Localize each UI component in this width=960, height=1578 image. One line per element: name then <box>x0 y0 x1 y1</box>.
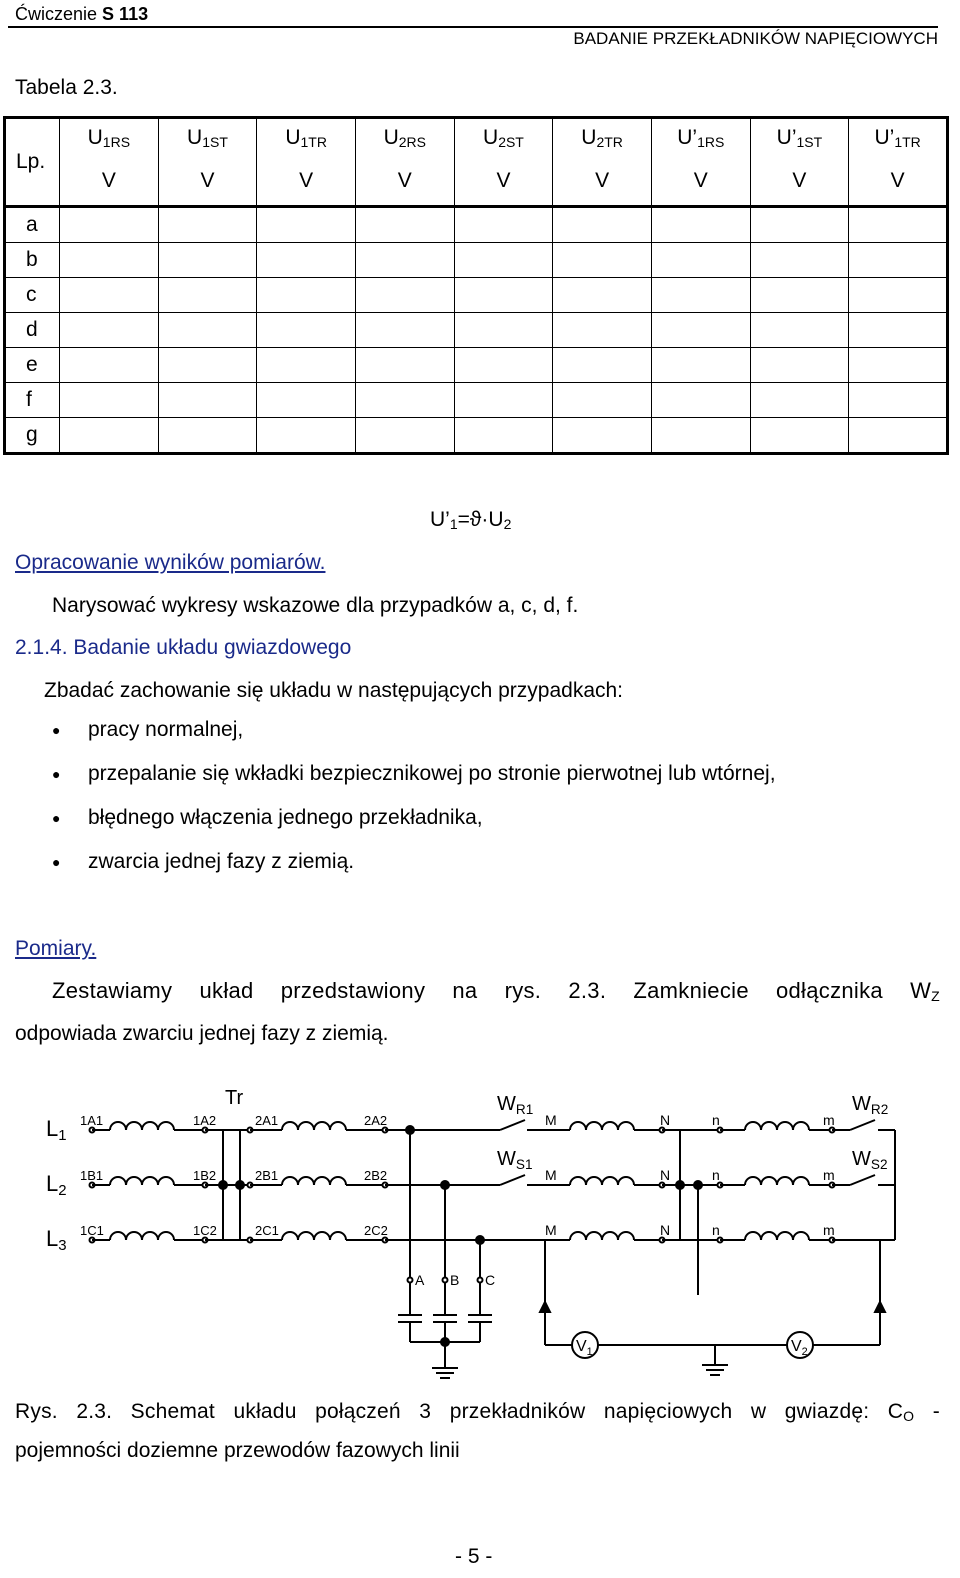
figure-caption-line1 <box>15 1400 940 1424</box>
column-unit: V <box>750 156 849 207</box>
line-label: L3 <box>46 1226 67 1254</box>
table-cell <box>257 383 356 418</box>
column-unit: V <box>651 156 750 207</box>
table-cell <box>849 207 948 243</box>
bullet-text: przepalanie się wkładki bezpiecznikowej po stronie pierwotnej lub wtórnej, <box>88 762 776 785</box>
table-cell <box>60 243 159 278</box>
column-header: $U’_{1ST}$ <box>750 118 849 157</box>
table-cell <box>849 243 948 278</box>
wire <box>500 1175 525 1185</box>
coil-label: M <box>545 1167 557 1183</box>
caption-end: - <box>932 1400 940 1423</box>
exercise-prefix: Ćwiczenie <box>15 4 98 24</box>
table-row <box>5 243 948 278</box>
row-label: g <box>5 418 60 454</box>
table-cell <box>158 207 257 243</box>
table-cell <box>257 418 356 454</box>
line-label: L1 <box>46 1116 67 1144</box>
line1-text: Zestawiamy układ przedstawiony na rys. 2.3. Zamkniecie odłącznika W <box>52 978 932 1003</box>
table-cell <box>355 348 454 383</box>
junction-dot <box>236 1181 244 1189</box>
table-row <box>5 278 948 313</box>
coil-label: m <box>823 1222 835 1238</box>
table-cell <box>60 278 159 313</box>
row-label: e <box>5 348 60 383</box>
table-cell <box>454 418 553 454</box>
table-cell <box>355 278 454 313</box>
section-number: 2.1.4. <box>15 636 68 659</box>
table-cell <box>60 313 159 348</box>
table-row <box>5 313 948 348</box>
column-header: $U_{2RS}$ <box>355 118 454 157</box>
winding-coil <box>282 1177 346 1185</box>
table-cell <box>355 207 454 243</box>
table-cell <box>849 278 948 313</box>
table-cell <box>849 418 948 454</box>
formula-eq: =ϑ·U <box>457 508 504 531</box>
table-cell <box>651 383 750 418</box>
winding-coil <box>282 1122 346 1130</box>
coil-label: M <box>545 1222 557 1238</box>
table-cell <box>651 348 750 383</box>
table-cell <box>750 278 849 313</box>
table-cell <box>750 207 849 243</box>
column-header: $U’_{1TR}$ <box>849 118 948 157</box>
column-header: $U_{2ST}$ <box>454 118 553 157</box>
column-header: $U’_{1RS}$ <box>651 118 750 157</box>
table-cell <box>750 383 849 418</box>
voltmeter-label: $V_2$ <box>791 1338 808 1358</box>
page-number: - 5 - <box>455 1545 493 1568</box>
wire <box>850 1175 875 1185</box>
line-label: L2 <box>46 1171 67 1199</box>
terminal <box>443 1278 448 1283</box>
transformer-label: Tr <box>225 1087 244 1109</box>
terminal-label: 1B2 <box>193 1168 217 1183</box>
table-cell <box>454 278 553 313</box>
bullet-text: pracy normalnej, <box>88 718 244 741</box>
table-cell <box>454 313 553 348</box>
table-cell <box>849 313 948 348</box>
winding-coil <box>745 1177 809 1185</box>
coil-label: N <box>660 1167 671 1183</box>
column-header: $U_{1ST}$ <box>158 118 257 157</box>
switch-label: $W_{R1}$ <box>497 1093 534 1117</box>
table-cell <box>355 243 454 278</box>
terminal-label: 2C2 <box>364 1223 388 1238</box>
lp-header: Lp. <box>5 118 60 207</box>
table-cell <box>750 418 849 454</box>
table-cell <box>651 278 750 313</box>
line1-sub: Z <box>931 988 940 1004</box>
arrow-icon <box>540 1302 550 1312</box>
table-cell <box>651 243 750 278</box>
column-unit: V <box>553 156 652 207</box>
table-row <box>5 418 948 454</box>
formula-lhs: U’ <box>430 508 450 531</box>
winding-coil <box>282 1232 346 1240</box>
coil-label: m <box>823 1167 835 1183</box>
ratio-formula <box>430 508 511 532</box>
terminal-label: 1C1 <box>80 1223 104 1238</box>
terminal-label: 2B2 <box>364 1168 388 1183</box>
table-cell <box>355 313 454 348</box>
terminal-label: 1B1 <box>80 1168 104 1183</box>
column-header: $U_{1RS}$ <box>60 118 159 157</box>
table-cell <box>60 418 159 454</box>
table-cell <box>257 348 356 383</box>
table-row <box>5 348 948 383</box>
header-rule <box>8 26 938 28</box>
terminal-label: 1A2 <box>193 1113 217 1128</box>
table-cell <box>454 383 553 418</box>
table-cell <box>651 207 750 243</box>
table-cell <box>158 243 257 278</box>
capacitor-label: B <box>450 1272 460 1288</box>
row-label: c <box>5 278 60 313</box>
terminal <box>408 1278 413 1283</box>
bullet-text: błędnego włączenia jednego przekładnika, <box>88 806 483 829</box>
table-cell <box>158 418 257 454</box>
results-heading: Opracowanie wyników pomiarów. <box>15 551 326 574</box>
formula-rhs-sub: 2 <box>503 516 512 532</box>
winding-coil <box>745 1232 809 1240</box>
coil-label: N <box>660 1222 671 1238</box>
results-text: Narysować wykresy wskazowe dla przypadków a, c, d, f. <box>52 594 579 617</box>
winding-coil <box>745 1122 809 1130</box>
winding-coil <box>110 1232 174 1240</box>
caption-text: Rys. 2.3. Schemat układu połączeń 3 przekładników napięciowych w gwiazdę: C <box>15 1400 904 1423</box>
junction-dot <box>694 1181 702 1189</box>
table-row <box>5 207 948 243</box>
winding-coil <box>110 1177 174 1185</box>
coil-label: m <box>823 1112 835 1128</box>
table-cell <box>553 243 652 278</box>
caption-sub: O <box>903 1408 915 1424</box>
table-cell <box>750 243 849 278</box>
coil-label: n <box>712 1167 720 1183</box>
table-cell <box>849 348 948 383</box>
circuit-diagram <box>0 1080 960 1380</box>
coil-label: n <box>712 1112 720 1128</box>
table-cell <box>60 348 159 383</box>
list-item: ● błędnego włączenia jednego przekładnika, <box>52 806 483 829</box>
arrow-icon <box>875 1302 885 1312</box>
table-cell <box>849 383 948 418</box>
terminal-label: 1C2 <box>193 1223 217 1238</box>
winding-coil <box>110 1122 174 1130</box>
table-cell <box>60 383 159 418</box>
capacitor-label: C <box>485 1272 496 1288</box>
star-intro: Zbadać zachowanie się układu w następujących przypadkach: <box>44 679 624 702</box>
coil-label: M <box>545 1112 557 1128</box>
list-item: ● pracy normalnej, <box>52 718 244 741</box>
table-cell <box>257 207 356 243</box>
terminal <box>478 1278 483 1283</box>
terminal-label: 2B1 <box>255 1168 279 1183</box>
table-cell <box>651 313 750 348</box>
row-label: d <box>5 313 60 348</box>
measurement-table <box>3 116 949 455</box>
winding-coil <box>570 1122 634 1130</box>
row-label: f <box>5 383 60 418</box>
terminal-label: 2C1 <box>255 1223 279 1238</box>
terminal-label: 1A1 <box>80 1113 104 1128</box>
switch-label: $W_{S2}$ <box>852 1148 888 1172</box>
table-cell <box>454 243 553 278</box>
column-header: $U_{2TR}$ <box>553 118 652 157</box>
star-section-heading <box>15 636 351 660</box>
table-cell <box>257 278 356 313</box>
column-unit: V <box>60 156 159 207</box>
list-item: ● zwarcia jednej fazy z ziemią. <box>52 850 355 873</box>
bullet-text: zwarcia jednej fazy z ziemią. <box>88 850 355 873</box>
coil-label: N <box>660 1112 671 1128</box>
table-cell <box>158 313 257 348</box>
voltmeter-label: $V_1$ <box>576 1338 593 1358</box>
switch-label: $W_{R2}$ <box>852 1093 889 1117</box>
measurements-line1 <box>52 978 940 1004</box>
exercise-code: S 113 <box>102 4 149 24</box>
wire <box>500 1120 525 1130</box>
column-unit: V <box>454 156 553 207</box>
table-row <box>5 383 948 418</box>
capacitor-label: A <box>415 1272 425 1288</box>
table-cell <box>454 348 553 383</box>
wire <box>850 1120 875 1130</box>
junction-dot <box>219 1181 227 1189</box>
table-cell <box>553 383 652 418</box>
switch-label: $W_{S1}$ <box>497 1148 533 1172</box>
table-cell <box>257 313 356 348</box>
table-cell <box>553 278 652 313</box>
table-caption: Tabela 2.3. <box>15 76 118 99</box>
list-item: ● przepalanie się wkładki bezpiecznikowej po stronie pierwotnej lub wtórnej, <box>52 762 776 785</box>
figure-caption-line2: pojemności doziemne przewodów fazowych linii <box>15 1439 460 1462</box>
table-cell <box>750 348 849 383</box>
row-label: b <box>5 243 60 278</box>
table-cell <box>553 418 652 454</box>
winding-coil <box>570 1177 634 1185</box>
table-cell <box>355 418 454 454</box>
column-unit: V <box>158 156 257 207</box>
column-unit: V <box>849 156 948 207</box>
table-cell <box>553 207 652 243</box>
coil-label: n <box>712 1222 720 1238</box>
measurements-heading: Pomiary. <box>15 937 97 960</box>
table-cell <box>158 383 257 418</box>
winding-coil <box>570 1232 634 1240</box>
column-header: $U_{1TR}$ <box>257 118 356 157</box>
measurements-line2: odpowiada zwarciu jednej fazy z ziemią. <box>15 1022 389 1045</box>
table-cell <box>553 348 652 383</box>
terminal-label: 2A1 <box>255 1113 279 1128</box>
terminal-label: 2A2 <box>364 1113 388 1128</box>
column-unit: V <box>355 156 454 207</box>
table-cell <box>553 313 652 348</box>
table-cell <box>750 313 849 348</box>
exercise-title <box>15 4 148 25</box>
table-cell <box>454 207 553 243</box>
table-cell <box>651 418 750 454</box>
exercise-subject: BADANIE PRZEKŁADNIKÓW NAPIĘCIOWYCH <box>573 29 938 48</box>
table-cell <box>257 243 356 278</box>
table-cell <box>60 207 159 243</box>
table-cell <box>158 278 257 313</box>
formula-lhs-sub: 1 <box>449 516 458 532</box>
column-unit: V <box>257 156 356 207</box>
table-cell <box>158 348 257 383</box>
row-label: a <box>5 207 60 243</box>
table-cell <box>355 383 454 418</box>
section-title: Badanie układu gwiazdowego <box>73 636 352 659</box>
